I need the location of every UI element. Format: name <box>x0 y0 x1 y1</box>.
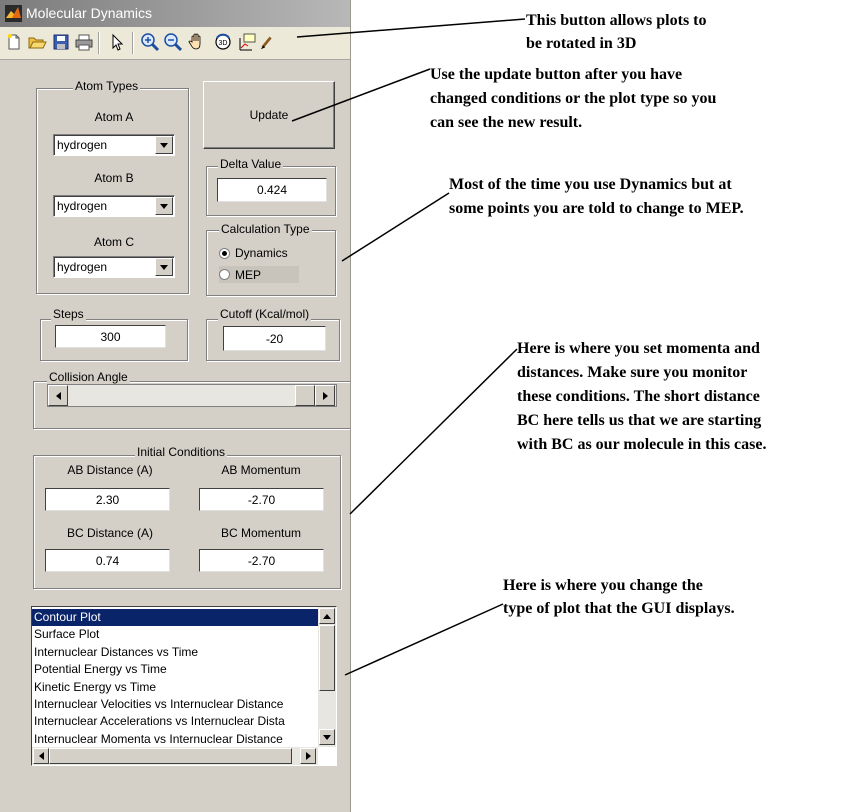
slider-left-arrow-icon[interactable] <box>48 385 68 406</box>
list-item[interactable]: Internuclear Momenta vs Internuclear Distance <box>34 731 283 746</box>
list-item[interactable]: Contour Plot <box>32 609 318 626</box>
bc-distance-label: BC Distance (A) <box>66 526 154 540</box>
atom-c-select[interactable] <box>53 256 175 278</box>
atom-c-value: hydrogen <box>57 260 108 274</box>
svg-text:3D: 3D <box>218 40 228 47</box>
calculation-type-legend: Calculation Type <box>221 222 310 236</box>
list-item[interactable]: Potential Energy vs Time <box>34 662 167 677</box>
annotation-line: Most of the time you use Dynamics but at <box>449 176 732 193</box>
radio-unselected-icon <box>219 269 230 280</box>
annotation-conditions <box>517 337 766 457</box>
atom-b-select[interactable] <box>53 195 175 217</box>
pointer-line-plot <box>345 604 503 675</box>
new-file-icon[interactable] <box>3 31 25 53</box>
bc-momentum-label: BC Momentum <box>220 526 302 540</box>
atom-a-value: hydrogen <box>57 138 108 152</box>
pointer-icon[interactable] <box>106 31 128 53</box>
control-panel <box>0 60 350 812</box>
annotation-update <box>430 63 716 135</box>
list-horizontal-scrollbar[interactable] <box>32 747 318 765</box>
ab-momentum-input[interactable]: -2.70 <box>199 488 324 511</box>
ab-momentum-label: AB Momentum <box>221 463 301 477</box>
annotation-line: can see the new result. <box>430 114 583 131</box>
atom-b-label: Atom B <box>94 171 134 185</box>
title-bar <box>0 0 350 27</box>
bc-momentum-input[interactable]: -2.70 <box>199 549 324 572</box>
annotation-line: be rotated in 3D <box>526 35 637 52</box>
chevron-down-icon[interactable] <box>155 197 173 215</box>
steps-input[interactable]: 300 <box>55 325 166 348</box>
vertical-scroll-thumb[interactable] <box>319 625 335 691</box>
cutoff-input[interactable]: -20 <box>223 326 326 351</box>
matlab-gui-window <box>0 0 351 812</box>
annotation-line: with BC as our molecule in this case. <box>517 436 767 453</box>
update-button[interactable]: Update <box>203 81 335 149</box>
list-item[interactable]: Surface Plot <box>34 627 100 642</box>
annotation-rotate <box>526 9 707 55</box>
cutoff-legend: Cutoff (Kcal/mol) <box>220 307 310 321</box>
window-title: Molecular Dynamics <box>26 5 153 21</box>
collision-angle-slider[interactable] <box>47 384 337 407</box>
slider-right-arrow-icon[interactable] <box>315 385 335 406</box>
plot-type-list <box>32 609 318 749</box>
annotation-line: type of plot that the GUI displays. <box>503 600 735 617</box>
open-folder-icon[interactable] <box>26 31 48 53</box>
scroll-left-arrow-icon[interactable] <box>33 748 49 764</box>
atom-a-label: Atom A <box>94 110 134 124</box>
dynamics-radio[interactable] <box>219 246 288 260</box>
atom-types-legend: Atom Types <box>75 79 139 93</box>
zoom-out-icon[interactable] <box>162 31 184 53</box>
mep-label: MEP <box>235 267 262 282</box>
scroll-right-arrow-icon[interactable] <box>300 748 316 764</box>
steps-legend: Steps <box>53 307 84 321</box>
chevron-down-icon[interactable] <box>155 258 173 276</box>
slider-thumb[interactable] <box>295 385 315 406</box>
delta-value-legend: Delta Value <box>220 157 282 171</box>
pointer-line-calc <box>342 193 449 261</box>
scroll-up-arrow-icon[interactable] <box>319 608 335 624</box>
annotation-line: Use the update button after you have <box>430 66 683 83</box>
list-vertical-scrollbar[interactable] <box>318 607 336 747</box>
list-item[interactable]: Internuclear Velocities vs Internuclear Distance <box>34 696 284 711</box>
annotation-line: some points you are told to change to MEP. <box>449 200 744 217</box>
brush-icon[interactable] <box>258 31 276 53</box>
ab-distance-input[interactable]: 2.30 <box>45 488 170 511</box>
delta-value-input[interactable]: 0.424 <box>217 178 327 202</box>
figure-toolbar <box>0 27 350 60</box>
bc-distance-input[interactable]: 0.74 <box>45 549 170 572</box>
annotation-line: these conditions. The short distance <box>517 388 760 405</box>
annotation-line: BC here tells us that we are starting <box>517 412 762 429</box>
pan-hand-icon[interactable] <box>186 31 208 53</box>
annotation-line: changed conditions or the plot type so you <box>430 90 717 107</box>
atom-b-value: hydrogen <box>57 199 108 213</box>
initial-conditions-legend: Initial Conditions <box>137 445 226 459</box>
radio-selected-icon <box>219 248 230 259</box>
pointer-line-conditions <box>350 349 517 514</box>
chevron-down-icon[interactable] <box>155 136 173 154</box>
dynamics-label: Dynamics <box>235 246 288 260</box>
calculation-type-group <box>206 230 336 296</box>
atom-a-select[interactable] <box>53 134 175 156</box>
collision-angle-legend: Collision Angle <box>49 370 128 384</box>
zoom-in-icon[interactable] <box>139 31 161 53</box>
annotation-plot-type <box>503 574 735 620</box>
list-item[interactable]: Kinetic Energy vs Time <box>34 679 157 694</box>
annotation-line: distances. Make sure you monitor <box>517 364 748 381</box>
plot-type-listbox[interactable] <box>31 606 337 766</box>
annotation-line: Here is where you change the <box>503 577 703 594</box>
horizontal-scroll-thumb[interactable] <box>49 748 292 764</box>
save-icon[interactable] <box>50 31 72 53</box>
ab-distance-label: AB Distance (A) <box>67 463 153 477</box>
list-item[interactable]: Internuclear Accelerations vs Internuclear Dista <box>34 714 285 729</box>
atom-c-label: Atom C <box>93 235 134 249</box>
matlab-logo-icon <box>5 5 22 22</box>
rotate-3d-icon[interactable] <box>212 31 234 53</box>
scroll-down-arrow-icon[interactable] <box>319 729 335 745</box>
mep-radio[interactable] <box>219 266 299 283</box>
annotation-line: This button allows plots to <box>526 12 707 29</box>
list-item[interactable]: Internuclear Distances vs Time <box>34 644 199 659</box>
annotation-line: Here is where you set momenta and <box>517 340 760 357</box>
print-icon[interactable] <box>73 31 95 53</box>
annotation-calc-type <box>449 173 744 221</box>
data-cursor-icon[interactable] <box>236 31 258 53</box>
